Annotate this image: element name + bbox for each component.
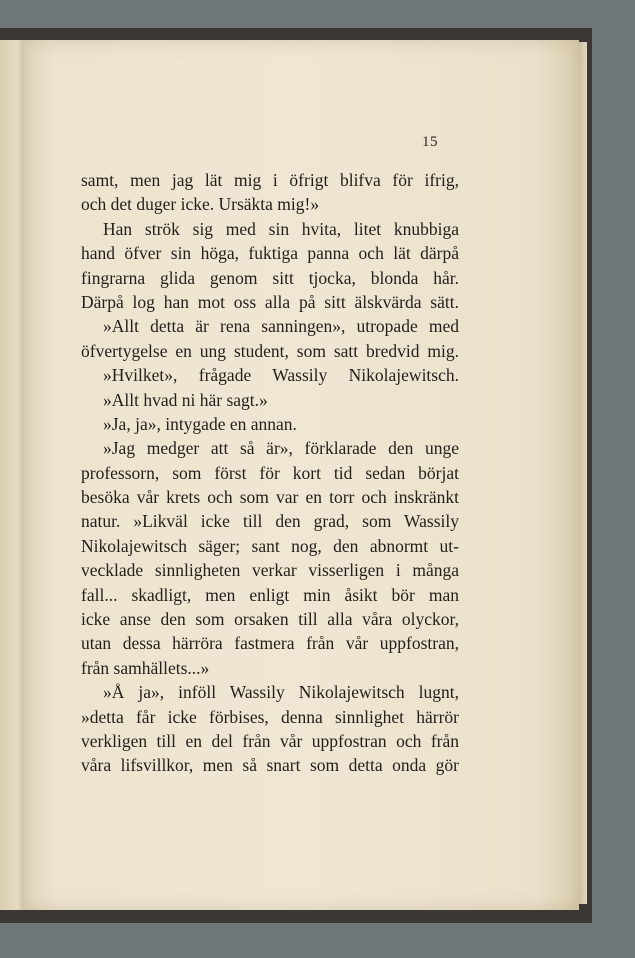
page-number: 15 bbox=[422, 134, 438, 150]
right-page-edge bbox=[579, 42, 587, 904]
text-line: och det duger icke. Ursäkta mig!» bbox=[81, 194, 320, 215]
text-line: besöka vår krets och som var en torr och inskränkt bbox=[81, 487, 459, 508]
text-line: Han strök sig med sin hvita, litet knubbiga bbox=[103, 218, 459, 239]
text-line: »Hvilket», frågade Wassily Nikolajewitsch. bbox=[103, 365, 459, 386]
text-line: utan dessa härröra fastmera från vår uppfostran, bbox=[81, 633, 459, 654]
text-line: professorn, som först för kort tid sedan börjat bbox=[81, 462, 459, 483]
text-line: »Ja, ja», intygade en annan. bbox=[103, 413, 297, 434]
text-line: verkligen till en del från vår uppfostran och från bbox=[81, 730, 459, 751]
text-line: hand öfver sin höga, fuktiga panna och lät därpå bbox=[81, 243, 459, 264]
text-line: fall... skadligt, men enligt min åsikt bör man bbox=[81, 584, 459, 605]
text-line: »Å ja», inföll Wassily Nikolajewitsch lugnt, bbox=[103, 682, 459, 703]
text-line: natur. »Likväl icke till den grad, som Wassily bbox=[81, 511, 459, 532]
text-line: icke anse den som orsaken till alla våra olyckor, bbox=[81, 609, 459, 630]
text-line: vecklade sinnligheten verkar visserligen i många bbox=[81, 560, 459, 581]
text-line: Därpå log han mot oss alla på sitt älskvärda sätt. bbox=[81, 291, 459, 312]
text-line: samt, men jag lät mig i öfrigt blifva för ifrig, bbox=[81, 170, 459, 190]
text-line: öfvertygelse en ung student, som satt bredvid mig. bbox=[81, 340, 459, 361]
body-text bbox=[81, 168, 459, 778]
text-line: våra lifsvillkor, men så snart som detta onda gör bbox=[81, 755, 459, 776]
text-line: »Jag medger att så är», förklarade den unge bbox=[103, 438, 459, 459]
left-page-edge bbox=[0, 40, 25, 910]
text-line: »Allt hvad ni här sagt.» bbox=[103, 389, 268, 410]
text-line: »Allt detta är rena sanningen», utropade med bbox=[103, 316, 459, 337]
text-line: Nikolajewitsch säger; sant nog, den abnormt ut- bbox=[81, 535, 459, 556]
text-line: »detta får icke förbises, denna sinnlighet härrör bbox=[81, 706, 459, 727]
text-line: från samhällets...» bbox=[81, 657, 210, 678]
text-line: fingrarna glida genom sitt tjocka, blonda hår. bbox=[81, 267, 459, 288]
